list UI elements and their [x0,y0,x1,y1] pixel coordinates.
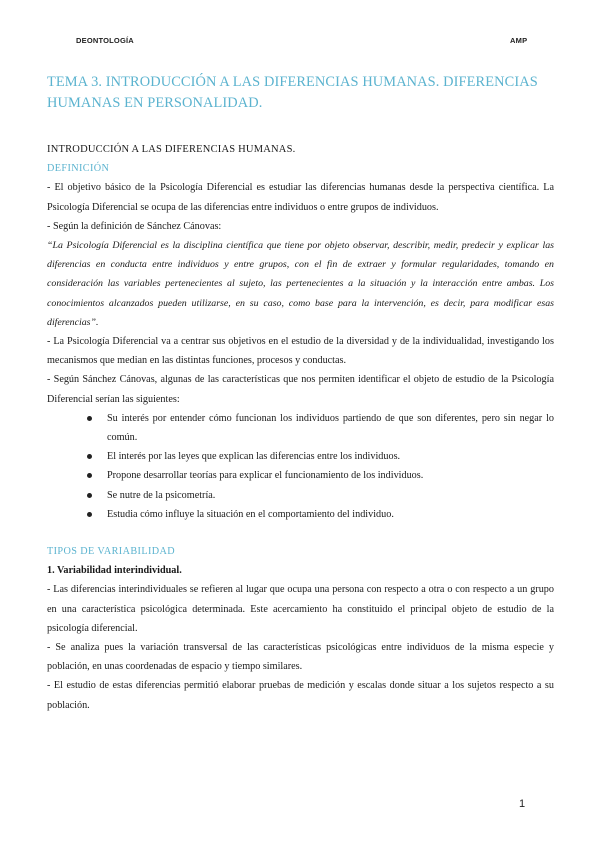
list-item-text: El interés por las leyes que explican las diferencias entre los individuos. [107,451,401,463]
characteristics-list [47,409,554,524]
list-item-text: Su interés por entender cómo funcionan los individuos partiendo de que son diferentes, pero sin negar lo común. [107,412,554,444]
tipos-paragraph-2: - Se analiza pues la variación transversal de las características psicológicas entre individuos de la misma especie y población, en unas coordenadas de espacio y tiempo similares. [47,642,554,673]
bullet-icon [87,416,92,421]
list-item-text: Propone desarrollar teorías para explicar el funcionamiento de los individuos. [107,470,424,482]
list-item [87,409,554,447]
page-number: 1 [519,798,526,810]
bullet-icon [87,473,92,478]
tipos-paragraph-1: - Las diferencias interindividuales se refieren al lugar que ocupa una persona con respecto a otra o con respecto a un grupo en una característica psicológica determinada. Este acercamiento ha constituido el principal objeto de estudio de la psicología diferencial. [47,584,554,634]
bullet-icon [87,512,92,517]
definicion-paragraph-3: - La Psicología Diferencial va a centrar sus objetivos en el estudio de la diversidad y de la individualidad, investigando los mecanismos que median en las distintas funciones, procesos y conductas. [47,336,554,367]
tipos-paragraph-3: - El estudio de estas diferencias permitió elaborar pruebas de medición y escalas donde situar a los sujetos respecto a su población. [47,680,554,711]
document-title: TEMA 3. INTRODUCCIÓN A LAS DIFERENCIAS HUMANAS. DIFERENCIAS HUMANAS EN PERSONALIDAD. [47,74,538,111]
definicion-paragraph-2: - Según la definición de Sánchez Cánovas: [47,220,222,232]
intro-heading: INTRODUCCIÓN A LAS DIFERENCIAS HUMANAS. [47,144,296,155]
definicion-paragraph-1: - El objetivo básico de la Psicología Diferencial es estudiar las diferencias humanas desde la perspectiva científica. La Psicología Diferencial se ocupa de las diferencias entre individuos o entre grupos de individuos. [47,182,554,213]
list-item [87,486,554,505]
tipos-subheading: 1. Variabilidad interindividual. [47,565,182,577]
header-left: DEONTOLOGÍA [76,36,134,45]
definicion-paragraph-4: - Según Sánchez Cánovas, algunas de las características que nos permiten identificar el objeto de estudio de la Psicología Diferencial serían las siguientes: [47,374,554,405]
list-item [87,447,554,466]
list-item [87,466,554,485]
tipos-heading: TIPOS DE VARIABILIDAD [47,546,176,558]
document-body [47,140,554,715]
header-right: AMP [510,36,528,45]
list-item-text: Se nutre de la psicometría. [107,489,216,501]
list-item-text: Estudia cómo influye la situación en el comportamiento del individuo. [107,508,394,520]
definicion-quote: “La Psicología Diferencial es la disciplina científica que tiene por objeto observar, describir, medir, predecir y explicar las diferencias en conducta entre individuos y entre grupos, con el fin de extraer y formular regularidades, tomando en consideración las variables pertenecientes al sujeto, las pertenecientes a la situación y la interacción entre ambas. Los conocimientos alcanzados pueden utilizarse, en su caso, como base para la intervención, es decir, para modificar esas diferencias”. [47,240,554,328]
definicion-heading: DEFINICIÓN [47,163,110,175]
bullet-icon [87,454,92,459]
bullet-icon [87,493,92,498]
list-item [87,505,554,524]
